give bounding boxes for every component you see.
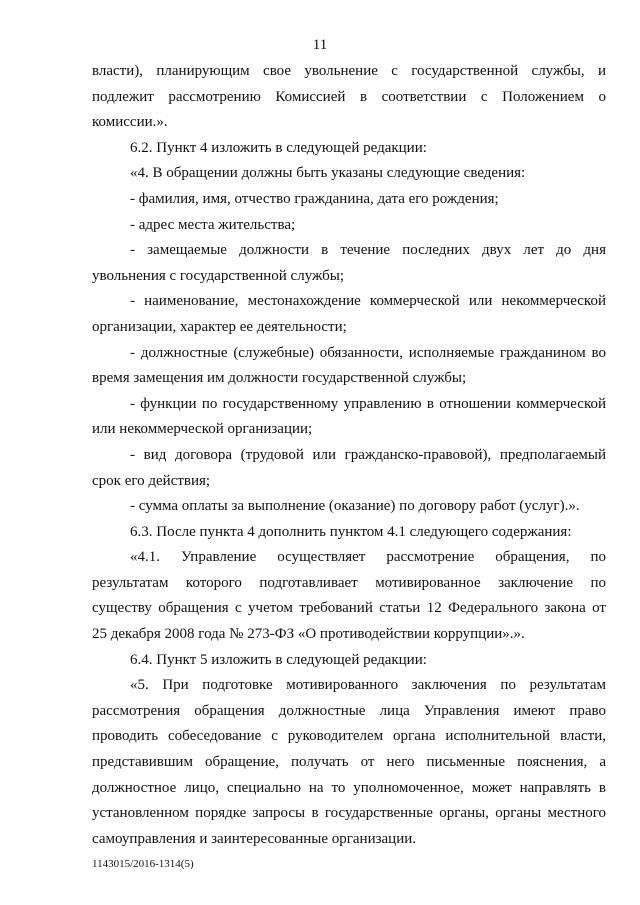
paragraph xyxy=(92,443,606,494)
text-line: - адрес места жительства; xyxy=(130,216,296,233)
text-line: существу обращения с учетом требований статьи 12 Федерального закона от xyxy=(92,600,606,617)
text-line: представившим обращение, получать от него письменные пояснения, а xyxy=(92,754,606,771)
paragraph xyxy=(92,392,606,443)
text-line: проводить собеседование с руководителем органа исполнительной власти, xyxy=(92,728,606,745)
text-line: «4.1. Управление осуществляет рассмотрение обращения, по xyxy=(130,549,606,566)
text-line: установленном порядке запросы в государственные органы, органы местного xyxy=(92,805,606,822)
text-line: - замещаемые должности в течение последних двух лет до дня xyxy=(130,242,606,259)
paragraph xyxy=(92,673,606,852)
text-line: 6.2. Пункт 4 изложить в следующей редакции: xyxy=(130,139,427,156)
text-line: время замещения им должности государственной службы; xyxy=(92,370,467,387)
text-line: увольнения с государственной службы; xyxy=(92,267,345,284)
paragraph xyxy=(92,289,606,340)
text-line: - сумма оплаты за выполнение (оказание) по договору работ (услуг).». xyxy=(130,498,580,515)
text-line: - должностные (служебные) обязанности, исполняемые гражданином во xyxy=(130,344,606,361)
page-number: 11 xyxy=(312,37,328,53)
paragraph xyxy=(92,545,606,647)
paragraph xyxy=(92,520,606,546)
document-footer-code: 1143015/2016-1314(5) xyxy=(92,858,194,870)
paragraph xyxy=(92,494,606,520)
text-line: - вид договора (трудовой или гражданско-правовой), предполагаемый xyxy=(130,446,606,463)
text-line: 25 декабря 2008 года № 273-ФЗ «О противодействии коррупции».». xyxy=(92,626,525,643)
text-line: рассмотрения обращения должностные лица Управления имеют право xyxy=(92,702,606,719)
paragraph xyxy=(92,59,606,136)
paragraph xyxy=(92,161,606,187)
text-line: «4. В обращении должны быть указаны следующие сведения: xyxy=(130,165,526,182)
text-line: власти), планирующим свое увольнение с государственной службы, и xyxy=(92,63,606,79)
text-line: «5. При подготовке мотивированного заключения по результатам xyxy=(130,677,606,694)
text-line: подлежит рассмотрению Комиссией в соответствии с Положением о xyxy=(92,88,606,105)
text-line: самоуправления и заинтересованные организации. xyxy=(92,830,417,847)
paragraph xyxy=(92,648,606,674)
text-line: срок его действия; xyxy=(92,472,211,489)
paragraph xyxy=(92,187,606,213)
text-line: 6.3. После пункта 4 дополнить пунктом 4.1 следующего содержания: xyxy=(130,523,572,540)
paragraph xyxy=(92,213,606,239)
paragraph xyxy=(92,136,606,162)
text-line: - фамилия, имя, отчество гражданина, дата его рождения; xyxy=(130,190,499,207)
text-line: должностное лицо, специально на то уполномоченное, может направлять в xyxy=(92,779,606,796)
document-body xyxy=(92,59,606,852)
paragraph xyxy=(92,238,606,289)
text-line: комиссии.». xyxy=(92,114,168,131)
text-line: 6.4. Пункт 5 изложить в следующей редакции: xyxy=(130,651,427,668)
paragraph xyxy=(92,341,606,392)
text-line: или некоммерческой организации; xyxy=(92,421,313,438)
text-line: - функции по государственному управлению в отношении коммерческой xyxy=(130,395,606,412)
text-line: результатам которого подготавливает мотивированное заключение по xyxy=(92,574,606,591)
text-line: организации, характер ее деятельности; xyxy=(92,318,347,335)
text-line: - наименование, местонахождение коммерческой или некоммерческой xyxy=(130,293,606,310)
